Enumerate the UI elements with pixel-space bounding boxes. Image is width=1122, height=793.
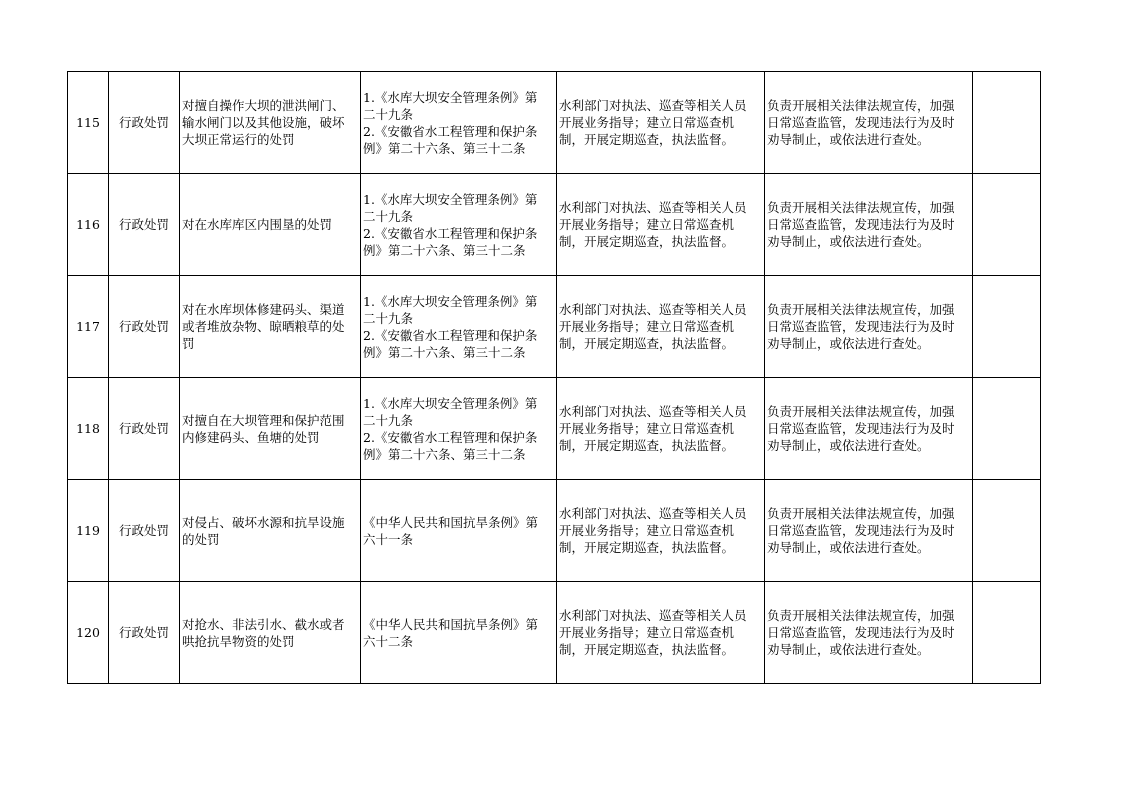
town-duty-cell-line: 劝导制止，或依法进行查处。 — [767, 132, 930, 147]
item-number-cell: 120 — [68, 582, 109, 684]
item-name-cell-line: 罚 — [182, 336, 195, 351]
department-duty-cell-line: 开展业务指导；建立日常巡查机 — [559, 421, 735, 436]
remarks-cell — [973, 276, 1041, 378]
town-duty-cell-line: 劝导制止，或依法进行查处。 — [767, 336, 930, 351]
town-duty-cell-line: 日常巡查监管，发现违法行为及时 — [767, 115, 955, 130]
item-number-cell: 116 — [68, 174, 109, 276]
item-type-cell: 行政处罚 — [109, 480, 180, 582]
town-duty-cell-line: 日常巡查监管，发现违法行为及时 — [767, 421, 955, 436]
department-duty-cell-line: 水利部门对执法、巡查等相关人员 — [559, 302, 747, 317]
penalty-table — [67, 71, 1041, 684]
department-duty-cell-line: 制，开展定期巡查，执法监督。 — [559, 540, 735, 555]
item-type-cell: 行政处罚 — [109, 276, 180, 378]
department-duty-cell-line: 制，开展定期巡查，执法监督。 — [559, 642, 735, 657]
item-name-cell — [180, 582, 361, 684]
town-duty-cell-line: 负责开展相关法律法规宣传，加强 — [767, 608, 955, 623]
department-duty-cell — [557, 276, 765, 378]
legal-basis-cell-line: 1.《水库大坝安全管理条例》第 — [363, 191, 538, 207]
department-duty-cell-line: 制，开展定期巡查，执法监督。 — [559, 132, 735, 147]
legal-basis-cell-line: 1.《水库大坝安全管理条例》第 — [363, 89, 538, 105]
legal-basis-cell-line: 六十一条 — [363, 531, 414, 547]
item-name-cell-line: 的处罚 — [182, 531, 220, 547]
legal-basis-cell-line: 2.《安徽省水工程管理和保护条 — [363, 123, 538, 139]
department-duty-cell-line: 水利部门对执法、巡查等相关人员 — [559, 200, 747, 215]
town-duty-cell — [765, 378, 973, 480]
department-duty-cell — [557, 480, 765, 582]
item-name-cell-line: 哄抢抗旱物资的处罚 — [182, 633, 295, 649]
legal-basis-cell-line: 二十九条 — [363, 412, 414, 428]
item-name-cell-line: 对擅自在大坝管理和保护范围 — [182, 412, 345, 428]
town-duty-cell-line: 日常巡查监管，发现违法行为及时 — [767, 523, 955, 538]
item-name-cell — [180, 378, 361, 480]
town-duty-cell-line: 负责开展相关法律法规宣传，加强 — [767, 302, 955, 317]
department-duty-cell-line: 开展业务指导；建立日常巡查机 — [559, 319, 735, 334]
item-type-cell: 行政处罚 — [109, 582, 180, 684]
department-duty-cell-line: 开展业务指导；建立日常巡查机 — [559, 523, 735, 538]
town-duty-cell-line: 劝导制止，或依法进行查处。 — [767, 642, 930, 657]
legal-basis-cell-line: 2.《安徽省水工程管理和保护条 — [363, 327, 538, 343]
legal-basis-cell-line: 2.《安徽省水工程管理和保护条 — [363, 225, 538, 241]
legal-basis-cell-line: 《中华人民共和国抗旱条例》第 — [363, 616, 539, 632]
item-number-cell: 115 — [68, 72, 109, 174]
legal-basis-cell-line: 六十二条 — [363, 633, 414, 649]
item-name-cell-line: 内修建码头、鱼塘的处罚 — [182, 429, 320, 445]
department-duty-cell-line: 开展业务指导；建立日常巡查机 — [559, 115, 735, 130]
legal-basis-cell-line: 例》第二十六条、第三十二条 — [363, 446, 526, 462]
table-row — [68, 276, 1041, 378]
table-row — [68, 72, 1041, 174]
item-name-cell-line: 对侵占、破坏水源和抗旱设施 — [182, 514, 345, 530]
legal-basis-cell-line: 例》第二十六条、第三十二条 — [363, 242, 526, 258]
legal-basis-cell-line: 例》第二十六条、第三十二条 — [363, 344, 526, 360]
legal-basis-cell — [361, 582, 557, 684]
town-duty-cell-line: 负责开展相关法律法规宣传，加强 — [767, 200, 955, 215]
table-row — [68, 582, 1041, 684]
remarks-cell — [973, 72, 1041, 174]
legal-basis-cell-line: 《中华人民共和国抗旱条例》第 — [363, 514, 539, 530]
remarks-cell — [973, 582, 1041, 684]
town-duty-cell-line: 负责开展相关法律法规宣传，加强 — [767, 98, 955, 113]
town-duty-cell-line: 负责开展相关法律法规宣传，加强 — [767, 404, 955, 419]
department-duty-cell — [557, 72, 765, 174]
item-type-cell: 行政处罚 — [109, 174, 180, 276]
town-duty-cell-line: 劝导制止，或依法进行查处。 — [767, 234, 930, 249]
department-duty-cell-line: 水利部门对执法、巡查等相关人员 — [559, 98, 747, 113]
legal-basis-cell — [361, 72, 557, 174]
item-name-cell — [180, 174, 361, 276]
department-duty-cell-line: 水利部门对执法、巡查等相关人员 — [559, 506, 747, 521]
town-duty-cell-line: 日常巡查监管，发现违法行为及时 — [767, 319, 955, 334]
item-name-cell-line: 对在水库坝体修建码头、渠道 — [182, 302, 345, 317]
item-name-cell-line: 或者堆放杂物、晾晒粮草的处 — [182, 319, 345, 334]
department-duty-cell — [557, 378, 765, 480]
item-name-cell — [180, 72, 361, 174]
legal-basis-cell-line: 2.《安徽省水工程管理和保护条 — [363, 429, 538, 445]
legal-basis-cell-line: 1.《水库大坝安全管理条例》第 — [363, 293, 538, 309]
item-type-cell: 行政处罚 — [109, 378, 180, 480]
legal-basis-cell-line: 二十九条 — [363, 106, 414, 122]
department-duty-cell-line: 水利部门对执法、巡查等相关人员 — [559, 404, 747, 419]
town-duty-cell-line: 劝导制止，或依法进行查处。 — [767, 540, 930, 555]
legal-basis-cell — [361, 480, 557, 582]
legal-basis-cell-line: 例》第二十六条、第三十二条 — [363, 140, 526, 156]
legal-basis-cell — [361, 174, 557, 276]
department-duty-cell — [557, 582, 765, 684]
remarks-cell — [973, 480, 1041, 582]
item-name-cell — [180, 480, 361, 582]
legal-basis-cell — [361, 378, 557, 480]
legal-basis-cell-line: 二十九条 — [363, 208, 414, 224]
department-duty-cell-line: 开展业务指导；建立日常巡查机 — [559, 625, 735, 640]
remarks-cell — [973, 378, 1041, 480]
town-duty-cell-line: 日常巡查监管，发现违法行为及时 — [767, 625, 955, 640]
table-row — [68, 480, 1041, 582]
town-duty-cell — [765, 174, 973, 276]
remarks-cell — [973, 174, 1041, 276]
town-duty-cell-line: 负责开展相关法律法规宣传，加强 — [767, 506, 955, 521]
department-duty-cell-line: 制，开展定期巡查，执法监督。 — [559, 234, 735, 249]
table-body — [68, 72, 1041, 684]
department-duty-cell-line: 开展业务指导；建立日常巡查机 — [559, 217, 735, 232]
table-row — [68, 378, 1041, 480]
department-duty-cell-line: 水利部门对执法、巡查等相关人员 — [559, 608, 747, 623]
legal-basis-cell — [361, 276, 557, 378]
item-type-cell: 行政处罚 — [109, 72, 180, 174]
department-duty-cell — [557, 174, 765, 276]
item-number-cell: 118 — [68, 378, 109, 480]
item-name-cell-line: 对擅自操作大坝的泄洪闸门、 — [182, 98, 345, 113]
item-name-cell — [180, 276, 361, 378]
legal-basis-cell-line: 1.《水库大坝安全管理条例》第 — [363, 395, 538, 411]
town-duty-cell — [765, 72, 973, 174]
town-duty-cell-line: 日常巡查监管，发现违法行为及时 — [767, 217, 955, 232]
item-name-cell-line: 大坝正常运行的处罚 — [182, 132, 295, 147]
town-duty-cell-line: 劝导制止，或依法进行查处。 — [767, 438, 930, 453]
item-name-cell-line: 对在水库库区内围垦的处罚 — [182, 217, 333, 232]
item-number-cell: 119 — [68, 480, 109, 582]
department-duty-cell-line: 制，开展定期巡查，执法监督。 — [559, 336, 735, 351]
department-duty-cell-line: 制，开展定期巡查，执法监督。 — [559, 438, 735, 453]
item-name-cell-line: 输水闸门以及其他设施，破坏 — [182, 115, 345, 130]
town-duty-cell — [765, 480, 973, 582]
town-duty-cell — [765, 276, 973, 378]
legal-basis-cell-line: 二十九条 — [363, 310, 414, 326]
table-row — [68, 174, 1041, 276]
item-name-cell-line: 对抢水、非法引水、截水或者 — [182, 616, 345, 632]
town-duty-cell — [765, 582, 973, 684]
item-number-cell: 117 — [68, 276, 109, 378]
